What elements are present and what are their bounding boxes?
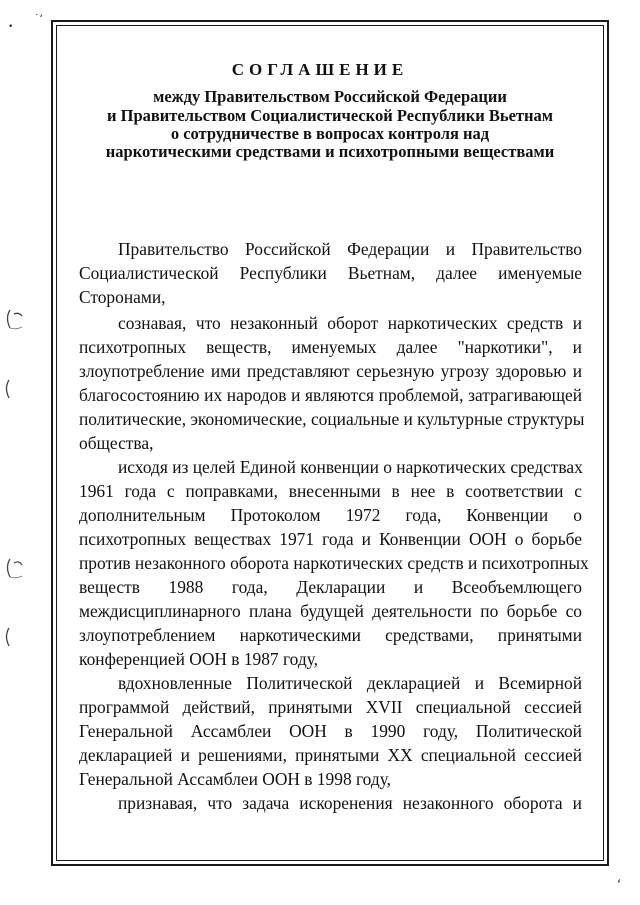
punch-hole-mark — [1, 376, 23, 402]
body-text-line: декларацией и решениями, принятыми XX специальной сессией — [79, 745, 582, 765]
punch-hole-mark — [2, 555, 24, 581]
body-text-line: Генеральной Ассамблеи ООН в 1990 году, Политической — [79, 721, 582, 741]
body-text-line: вдохновленные Политической декларацией и Всемирной — [118, 673, 582, 693]
body-text-line: Правительство Российской Федерации и Правительство — [118, 239, 582, 259]
body-text-line: благосостоянию их народов и являются проблемой, затрагивающей — [79, 385, 582, 405]
body-text-line: междисциплинарного плана будущей деятельности по борьбе со — [79, 601, 582, 621]
body-text-line: против незаконного оборота наркотических средств и психотропных — [79, 553, 589, 573]
document-subtitle-line: наркотическими средствами и психотропными веществами — [105, 142, 555, 161]
body-text-line: 1961 года с поправками, внесенными в нее в соответствии с — [79, 481, 582, 501]
body-text-line: дополнительным Протоколом 1972 года, Конвенции о — [79, 505, 582, 525]
body-text-line: злоупотреблением наркотическими средствами, принятыми — [79, 625, 582, 645]
scan-mark: • — [8, 22, 14, 32]
punch-hole-mark — [2, 306, 24, 332]
body-text-line: веществ 1988 года, Декларации и Всеобъемлющего — [79, 577, 582, 597]
body-text-line: конференцией ООН в 1987 году, — [79, 649, 319, 669]
body-text-line: политические, экономические, социальные и культурные структуры — [79, 409, 585, 429]
body-text-line: программой действий, принятыми XVII специальной сессией — [79, 697, 582, 717]
punch-hole-mark — [1, 624, 23, 650]
body-text-line: психотропных веществ, именуемых далее "наркотики", и — [79, 337, 582, 357]
body-text-line: признавая, что задача искоренения незаконного оборота и — [118, 793, 582, 813]
body-text-line: сознавая, что незаконный оборот наркотических средств и — [118, 313, 582, 333]
body-text-line: Социалистической Республики Вьетнам, далее именуемые — [79, 263, 582, 283]
body-text-line: злоупотребление ими представляют серьезную угрозу здоровью и — [79, 361, 582, 381]
body-text-line: психотропных веществах 1971 года и Конвенции ООН о борьбе — [79, 529, 582, 549]
document-subtitle-line: и Правительством Социалистической Республики Вьетнам — [107, 106, 553, 125]
body-text-line: Генеральной Ассамблеи ООН в 1998 году, — [79, 769, 392, 789]
document-subtitle-line: о сотрудничестве в вопросах контроля над — [170, 124, 490, 143]
body-text-line: общества, — [79, 433, 154, 453]
scan-mark: ˙ʻ — [34, 12, 43, 25]
document-title: СОГЛАШЕНИЕ — [231, 60, 409, 79]
body-text-line: Сторонами, — [79, 287, 166, 307]
body-text-line: исходя из целей Единой конвенции о наркотических средствах — [118, 457, 583, 477]
scan-mark: ʻ — [617, 878, 622, 893]
document-subtitle-line: между Правительством Российской Федерации — [153, 87, 507, 106]
